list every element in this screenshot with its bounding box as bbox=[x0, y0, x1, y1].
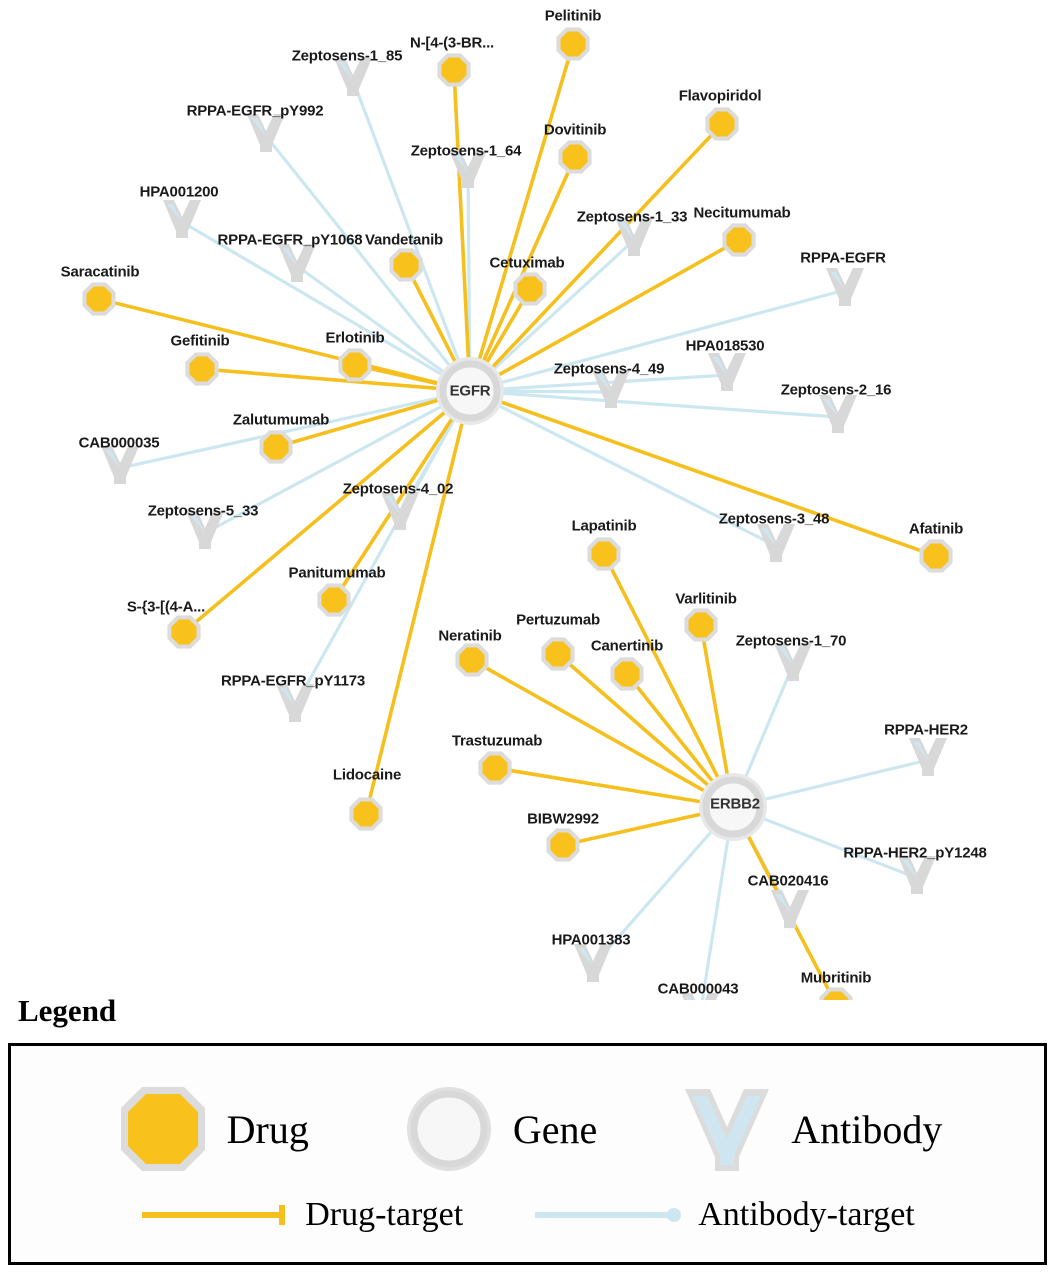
antibody-label: Zeptosens-4_49 bbox=[553, 360, 665, 378]
drug-label: Pelitinib bbox=[544, 7, 602, 25]
drug-label: Varlitinib bbox=[675, 590, 737, 608]
drug-label: Saracatinib bbox=[60, 263, 140, 281]
drug-label: Neratinib bbox=[438, 627, 502, 645]
legend-title: Legend bbox=[18, 993, 117, 1028]
antibody-label: RPPA-EGFR_pY992 bbox=[186, 102, 324, 120]
drug-node[interactable] bbox=[546, 642, 571, 667]
drug-node[interactable] bbox=[689, 613, 714, 638]
gene-icon bbox=[399, 1079, 499, 1179]
gene-label: EGFR bbox=[449, 382, 491, 400]
drug-node[interactable] bbox=[354, 802, 379, 827]
drug-label: S-{3-[(4-A... bbox=[126, 598, 206, 616]
drug-label: Canertinib bbox=[590, 637, 664, 655]
antibody-label: CAB020416 bbox=[747, 872, 829, 890]
antibody-label: HPA001200 bbox=[139, 183, 219, 201]
drug-node[interactable] bbox=[322, 588, 347, 613]
drug-label: Necitumumab bbox=[693, 204, 791, 222]
antibody-label: HPA018530 bbox=[685, 337, 765, 355]
antibody-label: Zeptosens-1_85 bbox=[291, 47, 403, 65]
drug-target-edge-icon bbox=[140, 1203, 295, 1227]
legend-label-gene: Gene bbox=[512, 1106, 598, 1152]
drug-label: Lapatinib bbox=[571, 517, 637, 535]
antibody-target-edge-icon bbox=[533, 1203, 688, 1227]
legend-item-antibody bbox=[677, 1079, 942, 1179]
drug-label: Erlotinib bbox=[325, 329, 385, 347]
drug-node[interactable] bbox=[190, 357, 215, 382]
drug-label: Cetuximab bbox=[489, 254, 565, 272]
antibody-label: CAB000035 bbox=[78, 434, 160, 452]
legend-item-gene bbox=[399, 1079, 597, 1179]
drug-node[interactable] bbox=[563, 145, 588, 170]
antibody-label: Zeptosens-1_64 bbox=[410, 142, 522, 160]
antibody-label: Zeptosens-1_70 bbox=[735, 632, 847, 650]
legend-item-drug bbox=[113, 1079, 309, 1179]
legend-edge-row bbox=[11, 1196, 1044, 1234]
legend-item-antibody-target bbox=[533, 1196, 915, 1234]
drug-label: BIBW2992 bbox=[527, 810, 599, 828]
drug-label: Afatinib bbox=[908, 520, 964, 538]
antibody-label: RPPA-EGFR_pY1173 bbox=[220, 672, 366, 690]
drug-node[interactable] bbox=[592, 542, 617, 567]
drug-node[interactable] bbox=[264, 435, 289, 460]
drug-label: Panitumumab bbox=[288, 564, 386, 582]
drug-node[interactable] bbox=[394, 253, 419, 278]
antibody-icon bbox=[677, 1079, 777, 1179]
legend-label-drug-target: Drug-target bbox=[305, 1196, 464, 1233]
drug-node[interactable] bbox=[442, 58, 467, 83]
drug-label: N-[4-(3-BR... bbox=[409, 34, 495, 52]
drug-node[interactable] bbox=[460, 648, 485, 673]
drug-node[interactable] bbox=[561, 32, 586, 57]
drug-label: Lidocaine bbox=[332, 766, 402, 784]
drug-node[interactable] bbox=[615, 662, 640, 687]
drug-node[interactable] bbox=[518, 277, 543, 302]
drug-node[interactable] bbox=[172, 620, 197, 645]
antibody-label: HPA001383 bbox=[551, 931, 631, 949]
drug-label: Gefitinib bbox=[170, 332, 230, 350]
drug-node[interactable] bbox=[483, 756, 508, 781]
gene-label: ERBB2 bbox=[710, 795, 760, 813]
antibody-label: RPPA-HER2 bbox=[884, 721, 968, 739]
antibody-label: Zeptosens-5_33 bbox=[147, 502, 259, 520]
antibody-label: Zeptosens-2_16 bbox=[780, 381, 892, 399]
drug-label: Mubritinib bbox=[800, 969, 872, 987]
antibody-label: Zeptosens-4_02 bbox=[342, 480, 454, 498]
legend-label-antibody-target: Antibody-target bbox=[698, 1196, 915, 1233]
antibody-label: Zeptosens-1_33 bbox=[576, 208, 688, 226]
drug-label: Flavopiridol bbox=[678, 87, 762, 105]
drug-node[interactable] bbox=[87, 287, 112, 312]
drug-node[interactable] bbox=[924, 544, 949, 569]
drug-label: Zalutumumab bbox=[232, 411, 330, 429]
legend-label-drug: Drug bbox=[226, 1106, 309, 1152]
drug-label: Pertuzumab bbox=[516, 611, 600, 629]
antibody-label: RPPA-HER2_pY1248 bbox=[843, 844, 987, 862]
antibody-label: RPPA-EGFR bbox=[800, 249, 886, 267]
drug-node[interactable] bbox=[710, 112, 735, 137]
drug-icon bbox=[113, 1079, 213, 1179]
legend-box bbox=[8, 1043, 1047, 1265]
antibody-label: RPPA-EGFR_pY1068 bbox=[217, 231, 363, 249]
legend-label-antibody: Antibody bbox=[791, 1106, 943, 1152]
legend-node-row bbox=[11, 1074, 1044, 1184]
antibody-label: Zeptosens-3_48 bbox=[718, 510, 830, 528]
drug-label: Trastuzumab bbox=[451, 732, 543, 750]
drug-node[interactable] bbox=[727, 228, 752, 253]
drug-label: Dovitinib bbox=[543, 121, 607, 139]
drug-node[interactable] bbox=[343, 353, 368, 378]
drug-label: Vandetanib bbox=[364, 231, 444, 249]
drug-node[interactable] bbox=[551, 833, 576, 858]
antibody-label: CAB000043 bbox=[657, 980, 739, 998]
legend-item-drug-target bbox=[140, 1196, 463, 1234]
